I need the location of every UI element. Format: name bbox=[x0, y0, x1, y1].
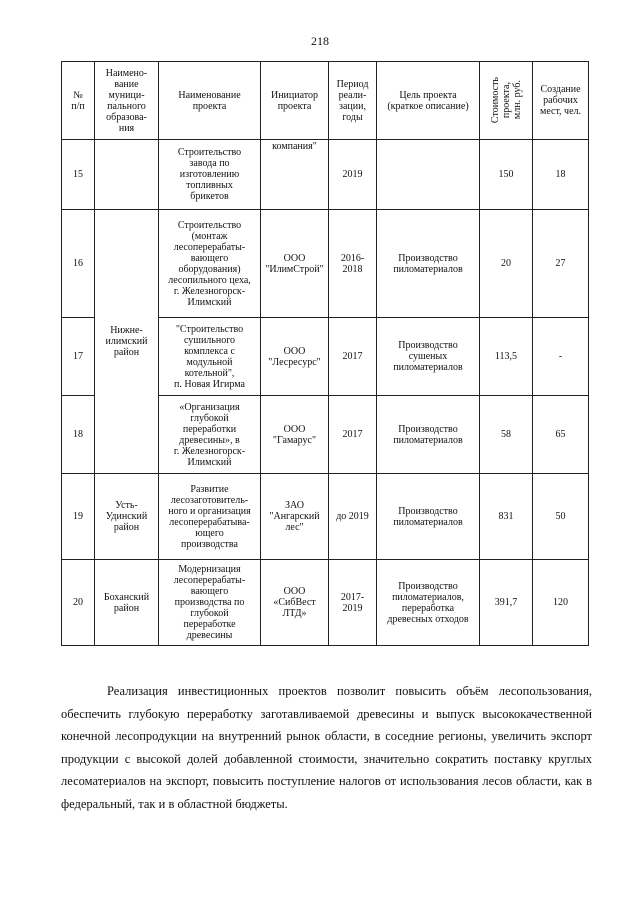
table-header-row bbox=[62, 62, 589, 140]
cell-initiator: ООО "Гамарус" bbox=[261, 396, 329, 474]
cell-cost: 150 bbox=[480, 140, 533, 210]
cell-goal: Производство сушеных пиломатериалов bbox=[377, 318, 480, 396]
table-row bbox=[62, 560, 589, 646]
cell-project: "Строительство сушильного комплекса с модульной котельной", п. Новая Игирма bbox=[159, 318, 261, 396]
cell-municipality-merged: Нижне- илимский район bbox=[95, 210, 159, 474]
cell-goal: Производство пиломатериалов bbox=[377, 210, 480, 318]
header-jobs: Создание рабочих мест, чел. bbox=[533, 62, 589, 140]
header-period: Период реали- зации, годы bbox=[329, 62, 377, 140]
cell-period: 2017- 2019 bbox=[329, 560, 377, 646]
cell-project: Модернизация лесоперерабаты- вающего производства по глубокой переработке древесины bbox=[159, 560, 261, 646]
cell-jobs: 27 bbox=[533, 210, 589, 318]
cell-project: Развитие лесозаготовитель- ного и организация лесоперерабатыва- ющего производства bbox=[159, 474, 261, 560]
cell-goal: Производство пиломатериалов, переработка древесных отходов bbox=[377, 560, 480, 646]
cell-num: 20 bbox=[62, 560, 95, 646]
cell-project: «Организация глубокой переработки древесины», в г. Железногорск- Илимский bbox=[159, 396, 261, 474]
header-project: Наименование проекта bbox=[159, 62, 261, 140]
header-cost bbox=[480, 62, 533, 140]
cell-num: 19 bbox=[62, 474, 95, 560]
header-goal: Цель проекта (краткое описание) bbox=[377, 62, 480, 140]
cell-cost: 58 bbox=[480, 396, 533, 474]
table-row bbox=[62, 474, 589, 560]
cell-goal: Производство пиломатериалов bbox=[377, 474, 480, 560]
cell-municipality: Усть- Удинский район bbox=[95, 474, 159, 560]
header-num: № п/п bbox=[62, 62, 95, 140]
cell-municipality-empty bbox=[95, 140, 159, 210]
cell-project: Строительство завода по изготовлению топливных брикетов bbox=[159, 140, 261, 210]
cell-goal: Производство пиломатериалов bbox=[377, 396, 480, 474]
cell-jobs: 65 bbox=[533, 396, 589, 474]
header-cost-label: Стоимость проекта, млн. руб. bbox=[489, 77, 523, 124]
cell-period: 2016- 2018 bbox=[329, 210, 377, 318]
header-initiator: Инициатор проекта bbox=[261, 62, 329, 140]
cell-period: 2019 bbox=[329, 140, 377, 210]
table-row bbox=[62, 210, 589, 318]
cell-project: Строительство (монтаж лесоперерабаты- вающего оборудования) лесопильного цеха, г. Железногорск- Илимский bbox=[159, 210, 261, 318]
cell-municipality: Боханский район bbox=[95, 560, 159, 646]
cell-cost: 113,5 bbox=[480, 318, 533, 396]
cell-cost: 831 bbox=[480, 474, 533, 560]
cell-num: 17 bbox=[62, 318, 95, 396]
cell-jobs: 120 bbox=[533, 560, 589, 646]
cell-cost: 391,7 bbox=[480, 560, 533, 646]
header-municipality: Наимено- вание муници- пального образова- ния bbox=[95, 62, 159, 140]
cell-initiator: ООО "Лесресурс" bbox=[261, 318, 329, 396]
cell-initiator: ООО «СибВест ЛТД» bbox=[261, 560, 329, 646]
page-number: 218 bbox=[311, 34, 329, 48]
cell-period: 2017 bbox=[329, 396, 377, 474]
cell-initiator: ООО "ИлимСтрой" bbox=[261, 210, 329, 318]
cell-jobs: 50 bbox=[533, 474, 589, 560]
projects-table bbox=[61, 61, 589, 646]
cell-jobs: 18 bbox=[533, 140, 589, 210]
cell-initiator: компания" bbox=[261, 140, 329, 210]
cell-num: 18 bbox=[62, 396, 95, 474]
table-row bbox=[62, 140, 589, 210]
cell-period: 2017 bbox=[329, 318, 377, 396]
cell-num: 16 bbox=[62, 210, 95, 318]
cell-initiator: ЗАО "Ангарский лес" bbox=[261, 474, 329, 560]
cell-jobs: - bbox=[533, 318, 589, 396]
cell-goal bbox=[377, 140, 480, 210]
cell-period: до 2019 bbox=[329, 474, 377, 560]
body-paragraph: Реализация инвестиционных проектов позволит повысить объём лесопользования, обеспечить глубокую переработку заготавливаемой древесины и выпуск высококачественной конечной лесопродукции на внутренний рынок области, в соседние регионы, увеличить экспорт продукции с высокой долей добавленной стоимости, значительно сократить поставку круглых лесоматериалов на экспорт, повысить поступление налогов от использования лесов области, как в федеральный, так и в областной бюджеты. bbox=[61, 684, 592, 811]
cell-cost: 20 bbox=[480, 210, 533, 318]
cell-num: 15 bbox=[62, 140, 95, 210]
